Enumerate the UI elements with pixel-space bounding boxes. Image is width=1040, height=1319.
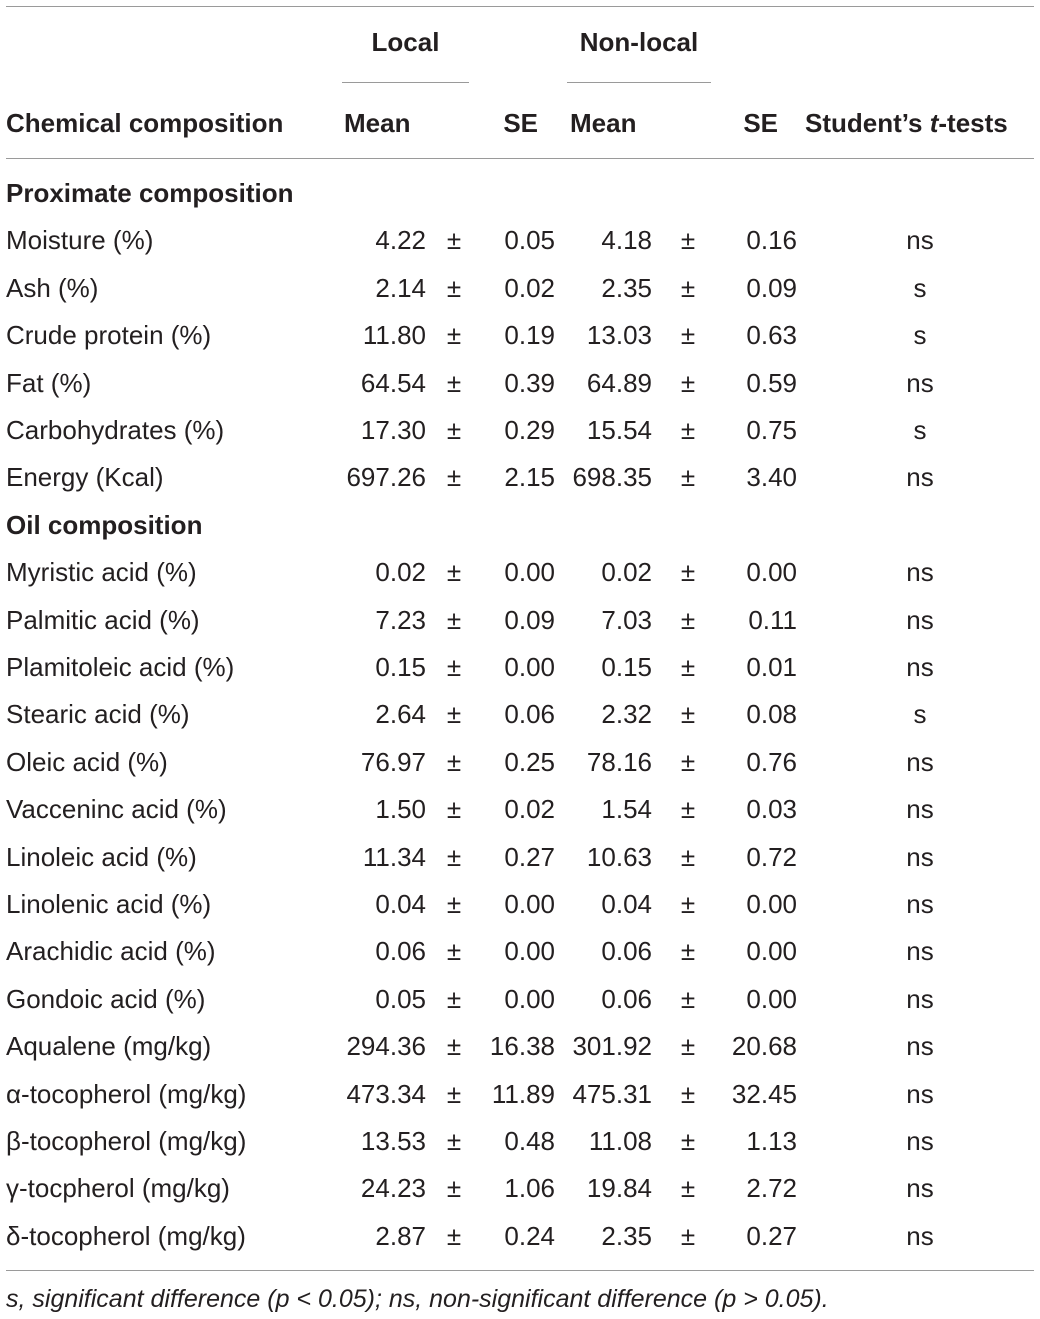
nonlocal-mean-value: 19.84 — [586, 1173, 652, 1203]
ttest-result: ns — [906, 652, 934, 682]
ttest-result: ns — [906, 368, 934, 398]
ttest-result: s — [913, 320, 927, 350]
local-se-value: 0.00 — [504, 936, 555, 966]
row-label: Energy (Kcal) — [6, 462, 164, 492]
local-se-value: 0.24 — [504, 1221, 555, 1251]
nonlocal-mean-value: 2.32 — [601, 699, 652, 729]
ttest-suffix: -tests — [938, 108, 1008, 138]
column-header-composition: Chemical composition — [6, 108, 284, 138]
local-mean-value: 13.53 — [360, 1126, 426, 1156]
plus-minus-sign: ± — [680, 1221, 696, 1251]
ttest-result: ns — [906, 984, 934, 1014]
bottom-rule — [6, 1270, 1034, 1271]
local-mean-value: 64.54 — [360, 368, 426, 398]
ttest-result: ns — [906, 1126, 934, 1156]
plus-minus-sign: ± — [680, 889, 696, 919]
plus-minus-sign: ± — [680, 320, 696, 350]
nonlocal-se-value: 0.59 — [746, 368, 797, 398]
local-mean-value: 2.14 — [375, 273, 426, 303]
local-se-value: 0.39 — [504, 368, 555, 398]
nonlocal-mean-value: 2.35 — [601, 273, 652, 303]
row-label: Linoleic acid (%) — [6, 842, 197, 872]
ttest-result: s — [913, 699, 927, 729]
row-label: Vacceninc acid (%) — [6, 794, 227, 824]
nonlocal-mean-value: 7.03 — [601, 605, 652, 635]
plus-minus-sign: ± — [446, 415, 462, 445]
column-header-local-se: SE — [503, 108, 538, 138]
ttest-result: ns — [906, 747, 934, 777]
nonlocal-mean-value: 15.54 — [586, 415, 652, 445]
plus-minus-sign: ± — [446, 320, 462, 350]
local-se-value: 0.05 — [504, 225, 555, 255]
nonlocal-se-value: 0.09 — [746, 273, 797, 303]
nonlocal-mean-value: 1.54 — [601, 794, 652, 824]
nonlocal-mean-value: 13.03 — [586, 320, 652, 350]
local-mean-value: 473.34 — [346, 1079, 426, 1109]
group-underline-local — [342, 82, 469, 83]
ttest-result: ns — [906, 605, 934, 635]
plus-minus-sign: ± — [680, 462, 696, 492]
local-se-value: 0.00 — [504, 889, 555, 919]
column-header-nonlocal-se: SE — [743, 108, 778, 138]
plus-minus-sign: ± — [446, 225, 462, 255]
row-label: Linolenic acid (%) — [6, 889, 212, 919]
nonlocal-mean-value: 0.02 — [601, 557, 652, 587]
local-se-value: 2.15 — [504, 462, 555, 492]
top-rule — [6, 6, 1034, 7]
group-underline-nonlocal — [567, 82, 711, 83]
ttest-result: ns — [906, 889, 934, 919]
row-label: Arachidic acid (%) — [6, 936, 216, 966]
nonlocal-se-value: 2.72 — [746, 1173, 797, 1203]
plus-minus-sign: ± — [446, 984, 462, 1014]
local-mean-value: 0.05 — [375, 984, 426, 1014]
ttest-italic: t — [929, 108, 939, 138]
plus-minus-sign: ± — [446, 652, 462, 682]
local-mean-value: 11.80 — [362, 320, 426, 350]
plus-minus-sign: ± — [446, 1126, 462, 1156]
group-header-local: Local — [371, 27, 440, 57]
local-se-value: 0.19 — [504, 320, 555, 350]
local-mean-value: 0.04 — [375, 889, 426, 919]
nonlocal-mean-value: 10.63 — [586, 842, 652, 872]
nonlocal-mean-value: 4.18 — [601, 225, 652, 255]
section-title: Oil composition — [6, 510, 203, 540]
plus-minus-sign: ± — [446, 1031, 462, 1061]
plus-minus-sign: ± — [446, 273, 462, 303]
nonlocal-se-value: 0.00 — [746, 889, 797, 919]
nonlocal-se-value: 0.27 — [746, 1221, 797, 1251]
local-se-value: 11.89 — [491, 1079, 555, 1109]
row-label: Oleic acid (%) — [6, 747, 168, 777]
nonlocal-mean-value: 2.35 — [601, 1221, 652, 1251]
local-se-value: 0.29 — [504, 415, 555, 445]
row-label: Fat (%) — [6, 368, 92, 398]
row-label: Gondoic acid (%) — [6, 984, 206, 1014]
local-mean-value: 294.36 — [346, 1031, 426, 1061]
plus-minus-sign: ± — [680, 273, 696, 303]
ttest-result: ns — [906, 462, 934, 492]
local-mean-value: 76.97 — [360, 747, 426, 777]
plus-minus-sign: ± — [446, 368, 462, 398]
ttest-result: ns — [906, 1079, 934, 1109]
local-mean-value: 11.34 — [362, 842, 426, 872]
nonlocal-mean-value: 0.15 — [601, 652, 652, 682]
nonlocal-se-value: 32.45 — [731, 1079, 797, 1109]
plus-minus-sign: ± — [680, 936, 696, 966]
plus-minus-sign: ± — [680, 1031, 696, 1061]
nonlocal-se-value: 0.00 — [746, 936, 797, 966]
row-label: Myristic acid (%) — [6, 557, 197, 587]
plus-minus-sign: ± — [680, 605, 696, 635]
footnote: s, significant difference (p < 0.05); ns, non-significant difference (p > 0.05). — [6, 1285, 829, 1313]
local-se-value: 0.25 — [504, 747, 555, 777]
plus-minus-sign: ± — [680, 794, 696, 824]
ttest-result: ns — [906, 557, 934, 587]
plus-minus-sign: ± — [446, 557, 462, 587]
plus-minus-sign: ± — [680, 1079, 696, 1109]
nonlocal-mean-value: 475.31 — [572, 1079, 652, 1109]
plus-minus-sign: ± — [446, 794, 462, 824]
plus-minus-sign: ± — [680, 747, 696, 777]
local-mean-value: 697.26 — [346, 462, 426, 492]
row-label: α-tocopherol (mg/kg) — [6, 1079, 247, 1109]
row-label: β-tocopherol (mg/kg) — [6, 1126, 247, 1156]
local-se-value: 0.02 — [504, 273, 555, 303]
nonlocal-se-value: 0.00 — [746, 984, 797, 1014]
local-se-value: 0.00 — [504, 984, 555, 1014]
local-mean-value: 0.15 — [375, 652, 426, 682]
local-mean-value: 1.50 — [375, 794, 426, 824]
plus-minus-sign: ± — [680, 699, 696, 729]
ttest-result: s — [913, 415, 927, 445]
nonlocal-se-value: 0.72 — [746, 842, 797, 872]
row-label: Palmitic acid (%) — [6, 605, 200, 635]
row-label: Ash (%) — [6, 273, 99, 303]
nonlocal-se-value: 0.00 — [746, 557, 797, 587]
nonlocal-se-value: 0.03 — [746, 794, 797, 824]
plus-minus-sign: ± — [680, 1173, 696, 1203]
plus-minus-sign: ± — [446, 747, 462, 777]
local-se-value: 0.00 — [504, 652, 555, 682]
header-rule — [6, 158, 1034, 159]
nonlocal-mean-value: 698.35 — [572, 462, 652, 492]
local-mean-value: 0.02 — [375, 557, 426, 587]
plus-minus-sign: ± — [446, 1173, 462, 1203]
nonlocal-se-value: 1.13 — [746, 1126, 797, 1156]
local-mean-value: 17.30 — [360, 415, 426, 445]
column-header-local-mean: Mean — [344, 108, 411, 138]
ttest-result: ns — [906, 225, 934, 255]
plus-minus-sign: ± — [680, 557, 696, 587]
ttest-result: ns — [906, 936, 934, 966]
plus-minus-sign: ± — [446, 605, 462, 635]
nonlocal-mean-value: 78.16 — [586, 747, 652, 777]
local-mean-value: 2.87 — [375, 1221, 426, 1251]
row-label: Moisture (%) — [6, 225, 154, 255]
nonlocal-se-value: 0.76 — [746, 747, 797, 777]
row-label: Carbohydrates (%) — [6, 415, 225, 445]
local-se-value: 0.27 — [504, 842, 555, 872]
ttest-result: ns — [906, 1031, 934, 1061]
group-header-nonlocal: Non-local — [579, 27, 699, 57]
nonlocal-se-value: 0.11 — [748, 605, 797, 635]
nonlocal-mean-value: 64.89 — [586, 368, 652, 398]
plus-minus-sign: ± — [680, 415, 696, 445]
local-mean-value: 24.23 — [360, 1173, 426, 1203]
ttest-result: ns — [906, 794, 934, 824]
row-label: Crude protein (%) — [6, 320, 212, 350]
local-se-value: 16.38 — [489, 1031, 555, 1061]
plus-minus-sign: ± — [680, 652, 696, 682]
nonlocal-mean-value: 11.08 — [588, 1126, 652, 1156]
column-header-ttest — [805, 108, 1008, 138]
ttest-result: s — [913, 273, 927, 303]
row-label: δ-tocopherol (mg/kg) — [6, 1221, 246, 1251]
local-se-value: 0.06 — [504, 699, 555, 729]
section-title: Proximate composition — [6, 178, 294, 208]
nonlocal-se-value: 0.63 — [746, 320, 797, 350]
nonlocal-mean-value: 0.06 — [601, 984, 652, 1014]
nonlocal-mean-value: 301.92 — [572, 1031, 652, 1061]
plus-minus-sign: ± — [680, 368, 696, 398]
nonlocal-se-value: 3.40 — [746, 462, 797, 492]
plus-minus-sign: ± — [446, 936, 462, 966]
ttest-result: ns — [906, 1221, 934, 1251]
plus-minus-sign: ± — [446, 1221, 462, 1251]
local-mean-value: 0.06 — [375, 936, 426, 966]
plus-minus-sign: ± — [446, 842, 462, 872]
row-label: Stearic acid (%) — [6, 699, 190, 729]
nonlocal-se-value: 0.75 — [746, 415, 797, 445]
local-mean-value: 7.23 — [375, 605, 426, 635]
plus-minus-sign: ± — [680, 225, 696, 255]
plus-minus-sign: ± — [446, 1079, 462, 1109]
plus-minus-sign: ± — [446, 462, 462, 492]
plus-minus-sign: ± — [680, 984, 696, 1014]
local-mean-value: 4.22 — [375, 225, 426, 255]
ttest-prefix: Student’s — [805, 108, 930, 138]
column-header-nonlocal-mean: Mean — [570, 108, 637, 138]
local-se-value: 0.48 — [504, 1126, 555, 1156]
row-label: γ-tocpherol (mg/kg) — [6, 1173, 230, 1203]
nonlocal-se-value: 0.01 — [746, 652, 797, 682]
local-se-value: 0.02 — [504, 794, 555, 824]
plus-minus-sign: ± — [446, 699, 462, 729]
ttest-result: ns — [906, 842, 934, 872]
nonlocal-se-value: 0.08 — [746, 699, 797, 729]
local-mean-value: 2.64 — [375, 699, 426, 729]
plus-minus-sign: ± — [446, 889, 462, 919]
row-label: Plamitoleic acid (%) — [6, 652, 235, 682]
nonlocal-se-value: 0.16 — [746, 225, 797, 255]
nonlocal-mean-value: 0.04 — [601, 889, 652, 919]
nonlocal-mean-value: 0.06 — [601, 936, 652, 966]
local-se-value: 0.09 — [504, 605, 555, 635]
plus-minus-sign: ± — [680, 1126, 696, 1156]
ttest-result: ns — [906, 1173, 934, 1203]
plus-minus-sign: ± — [680, 842, 696, 872]
nonlocal-se-value: 20.68 — [731, 1031, 797, 1061]
row-label: Aqualene (mg/kg) — [6, 1031, 212, 1061]
local-se-value: 1.06 — [504, 1173, 555, 1203]
local-se-value: 0.00 — [504, 557, 555, 587]
